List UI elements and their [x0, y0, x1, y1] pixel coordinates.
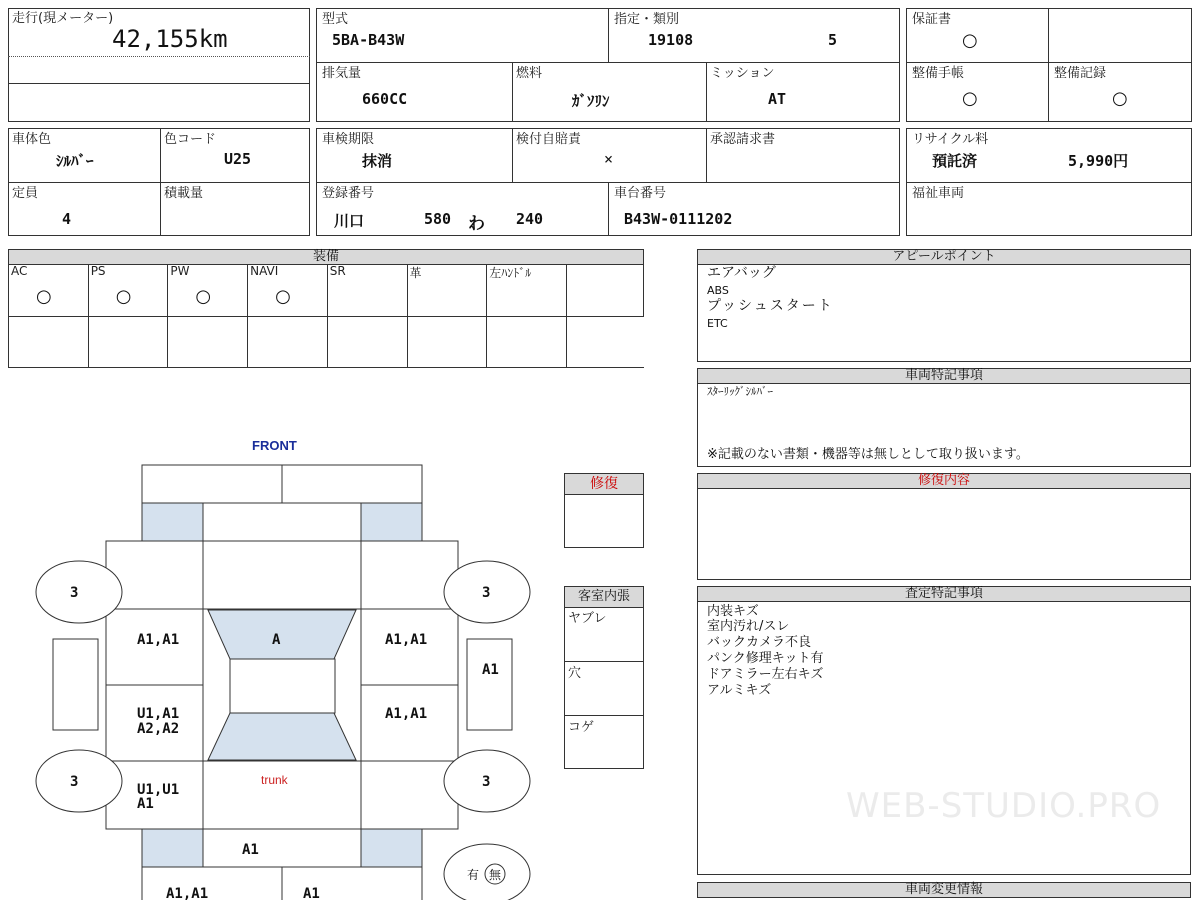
mileage-divider: [8, 56, 310, 57]
equipment-col-divider: [247, 264, 248, 368]
assessment-line-2: 室内汚れ/スレ: [707, 619, 790, 634]
equipment-value: ○: [115, 286, 132, 307]
equipment-label: PS: [90, 264, 106, 278]
assessment-line-5: ドアミラー左右キズ: [707, 667, 824, 682]
special-line-1: ｽﾀｰﾘｯｸﾞｼﾙﾊﾞｰ: [707, 385, 773, 398]
equipment-col-divider-8: [643, 264, 644, 316]
chassis-value: B43W-0111202: [624, 210, 733, 228]
recycle-label: リサイクル料: [912, 132, 989, 147]
rear-bumper-left: [142, 867, 282, 900]
hood: [203, 503, 361, 541]
load-label: 積載量: [164, 186, 204, 201]
rear-grade: A1: [242, 842, 259, 858]
front-left-pillar: [142, 503, 203, 541]
tire-rl-grade: 3: [70, 774, 79, 790]
interior-header: 客室内張: [564, 586, 644, 608]
tire-fr-grade: 3: [482, 585, 491, 601]
left-rear-grade-2: A1: [137, 796, 154, 812]
hood-center: [203, 541, 361, 609]
equipment-label: NAVI: [250, 264, 279, 278]
spare-no-label: 無: [489, 868, 502, 882]
equipment-label: PW: [170, 264, 190, 278]
right-front-grade: A1,A1: [385, 632, 428, 648]
model-label: 型式: [322, 12, 349, 27]
registration-number: 240: [516, 210, 544, 228]
insurance-label: 検付自賠責: [516, 132, 582, 147]
interior-row-2-label: 穴: [568, 666, 582, 681]
capacity-label: 定員: [12, 186, 39, 201]
displacement-label: 排気量: [322, 66, 362, 81]
mileage-label: 走行(現メーター): [12, 11, 114, 26]
bottom-right-grade: A1: [303, 886, 320, 900]
mission-label: ミッション: [710, 66, 775, 81]
equipment-label: 革: [409, 266, 422, 280]
equipment-label: AC: [11, 264, 28, 278]
tire-rr-grade: 3: [482, 774, 491, 790]
tire-front-left: [36, 561, 122, 623]
repair-header: 修復: [564, 473, 644, 495]
right-rear-door: [361, 685, 458, 761]
inspection-value: 抹消: [362, 152, 393, 170]
right-side-grade: A1: [482, 662, 499, 678]
assessment-header: 査定特記事項: [697, 586, 1191, 602]
left-rear-grade-1: U1,U1: [137, 782, 180, 798]
appeal-line-1: エアバッグ: [707, 265, 776, 281]
mission-value: AT: [768, 90, 787, 108]
interior-row-1-label: ヤブレ: [568, 611, 607, 626]
windshield: [208, 610, 356, 659]
right-side-step: [467, 639, 512, 730]
left-side-step: [53, 639, 98, 730]
interior-row-3-label: コゲ: [568, 720, 595, 735]
special-note: ※記載のない書類・機器等は無しとして取り扱います。: [707, 447, 1029, 462]
registration-kana: わ: [468, 214, 485, 234]
right-front-fender: [361, 541, 458, 609]
left-front-grade: A1,A1: [137, 632, 180, 648]
assessment-line-1: 内装キズ: [707, 604, 759, 619]
approval-label: 承認請求書: [710, 132, 776, 147]
front-bumper-right: [282, 465, 422, 503]
change-info-header: 車両変更情報: [697, 882, 1191, 898]
color-code-value: U25: [224, 150, 252, 168]
welfare-label: 福祉車両: [912, 186, 965, 201]
roof-grade: A: [272, 632, 281, 648]
spare-yes-label: 有: [467, 868, 480, 882]
tire-rear-left: [36, 750, 122, 812]
designation-value-2: 5: [828, 31, 838, 49]
equipment-label: 左ﾊﾝﾄﾞﾙ: [489, 266, 532, 280]
body-color-label: 車体色: [12, 132, 52, 147]
warranty-value: ○: [962, 30, 978, 51]
appeal-line-3: プッシュスタート: [707, 298, 834, 314]
assessment-line-3: バックカメラ不良: [707, 635, 812, 650]
repair-box: [564, 494, 644, 548]
fuel-label: 燃料: [516, 66, 543, 81]
registration-class: 580: [424, 210, 452, 228]
rear-window: [208, 713, 356, 760]
equipment-header: 装備: [8, 249, 644, 265]
maint-record-label: 整備記録: [1054, 66, 1107, 81]
rear-left-pillar: [142, 829, 203, 867]
equipment-col-divider: [167, 264, 168, 368]
right-mid-grade: A1,A1: [385, 706, 428, 722]
equipment-col-divider: [407, 264, 408, 368]
mileage-divider-2: [8, 83, 310, 84]
front-label: FRONT: [252, 438, 297, 453]
tire-fl-grade: 3: [70, 585, 79, 601]
recycle-value: 5,990円: [1068, 152, 1129, 170]
inspection-label: 車検期限: [322, 132, 375, 147]
mileage-value: 42,155km: [112, 25, 228, 53]
equipment-col-divider: [486, 264, 487, 368]
front-bumper-left: [142, 465, 282, 503]
left-mid-grade-1: U1,A1: [137, 706, 180, 722]
assessment-line-4: パンク修理キット有: [707, 651, 824, 666]
warranty-empty-cell: [1048, 8, 1192, 64]
equipment-col-divider: [327, 264, 328, 368]
equipment-col-divider: [88, 264, 89, 368]
repair-content-box: [697, 488, 1191, 580]
rear-right-pillar: [361, 829, 422, 867]
trunk-label: trunk: [261, 773, 288, 787]
bottom-left-grade: A1,A1: [166, 886, 209, 900]
roof-panel: [230, 659, 335, 713]
maint-record-value: ○: [1112, 88, 1128, 109]
car-damage-diagram: [0, 430, 560, 900]
front-right-pillar: [361, 503, 422, 541]
right-rear-fender: [361, 761, 458, 829]
model-value: 5BA-B43W: [332, 31, 405, 49]
displacement-value: 660CC: [362, 90, 408, 108]
chassis-label: 車台番号: [614, 186, 667, 201]
designation-label: 指定・類別: [614, 12, 680, 27]
designation-value-1: 19108: [648, 31, 694, 49]
maint-book-value: ○: [962, 88, 978, 109]
watermark: WEB-STUDIO.PRO: [846, 786, 1162, 826]
assessment-line-6: アルミキズ: [707, 683, 772, 698]
recycle-status: 預託済: [932, 152, 978, 170]
equipment-label: SR: [329, 264, 346, 278]
equipment-row-divider: [8, 316, 566, 317]
registration-place: 川口: [334, 212, 365, 230]
equipment-value: ○: [275, 286, 291, 307]
repair-content-header: 修復内容: [697, 473, 1191, 489]
rear-panel: [203, 829, 361, 867]
registration-label: 登録番号: [322, 186, 375, 201]
equipment-value: ○: [36, 286, 52, 307]
appeal-line-4: ETC: [707, 317, 728, 330]
appeal-line-2: ABS: [707, 284, 729, 297]
left-mid-grade-2: A2,A2: [137, 721, 180, 737]
trunk-panel: [203, 761, 361, 829]
maint-book-label: 整備手帳: [912, 66, 965, 81]
equipment-row-divider-end: [566, 316, 644, 317]
body-color-value: ｼﾙﾊﾞｰ: [56, 152, 94, 170]
appeal-header: アピールポイント: [697, 249, 1191, 265]
insurance-value: ×: [604, 150, 614, 168]
equipment-value: ○: [195, 286, 212, 307]
special-header: 車両特記事項: [697, 368, 1191, 384]
warranty-label: 保証書: [912, 12, 952, 27]
capacity-value: 4: [62, 210, 72, 228]
fuel-value: ｶﾞｿﾘﾝ: [572, 92, 610, 110]
color-code-label: 色コード: [164, 132, 217, 147]
